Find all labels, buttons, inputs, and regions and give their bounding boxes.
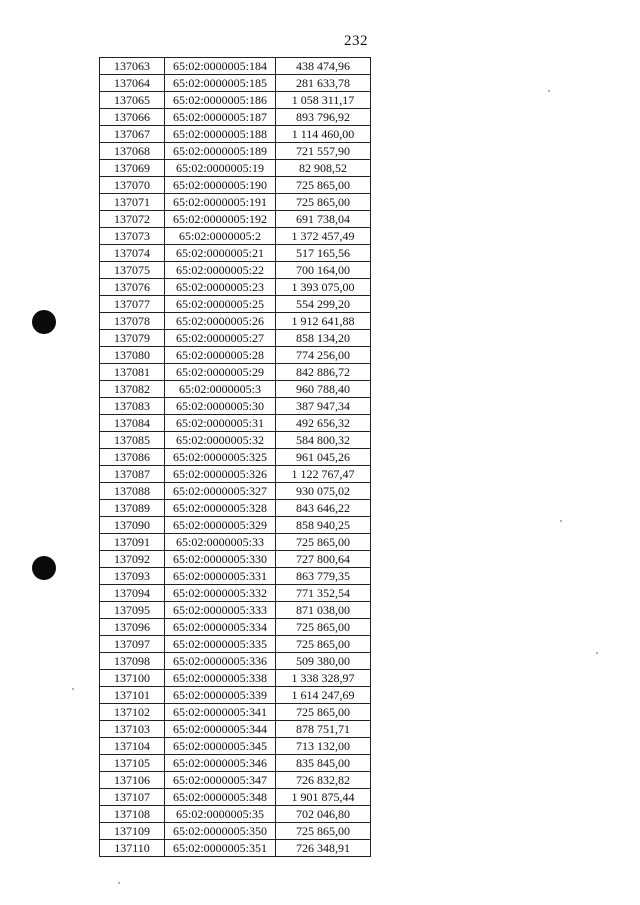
cadastral-value-cell: 1 372 457,49 bbox=[276, 228, 371, 245]
record-number-cell: 137100 bbox=[100, 670, 165, 687]
cadastral-value-cell: 1 114 460,00 bbox=[276, 126, 371, 143]
cadastral-value-cell: 584 800,32 bbox=[276, 432, 371, 449]
record-number-cell: 137109 bbox=[100, 823, 165, 840]
table-row bbox=[100, 211, 371, 228]
record-number-cell: 137103 bbox=[100, 721, 165, 738]
table-row bbox=[100, 126, 371, 143]
cadastral-value-cell: 721 557,90 bbox=[276, 143, 371, 160]
record-number-cell: 137108 bbox=[100, 806, 165, 823]
table-row bbox=[100, 92, 371, 109]
table-row bbox=[100, 738, 371, 755]
record-number-cell: 137084 bbox=[100, 415, 165, 432]
cadastral-number-cell: 65:02:0000005:351 bbox=[165, 840, 276, 857]
table-row bbox=[100, 330, 371, 347]
record-number-cell: 137078 bbox=[100, 313, 165, 330]
cadastral-value-cell: 725 865,00 bbox=[276, 534, 371, 551]
table-row bbox=[100, 568, 371, 585]
cadastral-value-cell: 725 865,00 bbox=[276, 619, 371, 636]
record-number-cell: 137102 bbox=[100, 704, 165, 721]
table-row bbox=[100, 704, 371, 721]
table-row bbox=[100, 636, 371, 653]
cadastral-number-cell: 65:02:0000005:19 bbox=[165, 160, 276, 177]
cadastral-value-cell: 387 947,34 bbox=[276, 398, 371, 415]
cadastral-number-cell: 65:02:0000005:338 bbox=[165, 670, 276, 687]
cadastral-number-cell: 65:02:0000005:3 bbox=[165, 381, 276, 398]
cadastral-number-cell: 65:02:0000005:347 bbox=[165, 772, 276, 789]
cadastral-number-cell: 65:02:0000005:25 bbox=[165, 296, 276, 313]
cadastral-number-cell: 65:02:0000005:344 bbox=[165, 721, 276, 738]
record-number-cell: 137074 bbox=[100, 245, 165, 262]
cadastral-number-cell: 65:02:0000005:327 bbox=[165, 483, 276, 500]
record-number-cell: 137082 bbox=[100, 381, 165, 398]
cadastral-value-cell: 961 045,26 bbox=[276, 449, 371, 466]
cadastral-number-cell: 65:02:0000005:339 bbox=[165, 687, 276, 704]
table-row bbox=[100, 619, 371, 636]
cadastral-value-cell: 691 738,04 bbox=[276, 211, 371, 228]
table-row bbox=[100, 585, 371, 602]
registry-table-body bbox=[100, 58, 371, 857]
record-number-cell: 137107 bbox=[100, 789, 165, 806]
table-row bbox=[100, 160, 371, 177]
page-number: 232 bbox=[344, 33, 368, 49]
table-row bbox=[100, 517, 371, 534]
record-number-cell: 137092 bbox=[100, 551, 165, 568]
cadastral-value-cell: 774 256,00 bbox=[276, 347, 371, 364]
record-number-cell: 137096 bbox=[100, 619, 165, 636]
table-row bbox=[100, 194, 371, 211]
cadastral-number-cell: 65:02:0000005:192 bbox=[165, 211, 276, 228]
cadastral-value-cell: 1 912 641,88 bbox=[276, 313, 371, 330]
record-number-cell: 137088 bbox=[100, 483, 165, 500]
cadastral-number-cell: 65:02:0000005:335 bbox=[165, 636, 276, 653]
cadastral-value-cell: 281 633,78 bbox=[276, 75, 371, 92]
table-row bbox=[100, 347, 371, 364]
record-number-cell: 137083 bbox=[100, 398, 165, 415]
table-row bbox=[100, 58, 371, 75]
cadastral-number-cell: 65:02:0000005:31 bbox=[165, 415, 276, 432]
cadastral-number-cell: 65:02:0000005:332 bbox=[165, 585, 276, 602]
cadastral-number-cell: 65:02:0000005:2 bbox=[165, 228, 276, 245]
cadastral-number-cell: 65:02:0000005:341 bbox=[165, 704, 276, 721]
cadastral-number-cell: 65:02:0000005:35 bbox=[165, 806, 276, 823]
record-number-cell: 137065 bbox=[100, 92, 165, 109]
table-row bbox=[100, 483, 371, 500]
cadastral-value-cell: 725 865,00 bbox=[276, 177, 371, 194]
cadastral-number-cell: 65:02:0000005:32 bbox=[165, 432, 276, 449]
cadastral-value-cell: 492 656,32 bbox=[276, 415, 371, 432]
record-number-cell: 137064 bbox=[100, 75, 165, 92]
cadastral-number-cell: 65:02:0000005:325 bbox=[165, 449, 276, 466]
cadastral-number-cell: 65:02:0000005:334 bbox=[165, 619, 276, 636]
scan-speck bbox=[596, 652, 598, 654]
cadastral-number-cell: 65:02:0000005:184 bbox=[165, 58, 276, 75]
cadastral-number-cell: 65:02:0000005:27 bbox=[165, 330, 276, 347]
table-row bbox=[100, 789, 371, 806]
record-number-cell: 137110 bbox=[100, 840, 165, 857]
record-number-cell: 137080 bbox=[100, 347, 165, 364]
cadastral-number-cell: 65:02:0000005:333 bbox=[165, 602, 276, 619]
cadastral-number-cell: 65:02:0000005:326 bbox=[165, 466, 276, 483]
table-row bbox=[100, 245, 371, 262]
table-row bbox=[100, 109, 371, 126]
table-row bbox=[100, 823, 371, 840]
cadastral-value-cell: 554 299,20 bbox=[276, 296, 371, 313]
scan-speck bbox=[560, 520, 562, 522]
table-row bbox=[100, 755, 371, 772]
table-row bbox=[100, 551, 371, 568]
record-number-cell: 137067 bbox=[100, 126, 165, 143]
cadastral-number-cell: 65:02:0000005:29 bbox=[165, 364, 276, 381]
record-number-cell: 137097 bbox=[100, 636, 165, 653]
registry-table bbox=[99, 57, 371, 857]
record-number-cell: 137072 bbox=[100, 211, 165, 228]
cadastral-number-cell: 65:02:0000005:191 bbox=[165, 194, 276, 211]
table-row bbox=[100, 449, 371, 466]
scan-speck bbox=[118, 882, 120, 884]
cadastral-number-cell: 65:02:0000005:26 bbox=[165, 313, 276, 330]
cadastral-number-cell: 65:02:0000005:331 bbox=[165, 568, 276, 585]
record-number-cell: 137073 bbox=[100, 228, 165, 245]
punch-hole-bottom bbox=[32, 556, 56, 580]
table-row bbox=[100, 296, 371, 313]
cadastral-number-cell: 65:02:0000005:350 bbox=[165, 823, 276, 840]
record-number-cell: 137075 bbox=[100, 262, 165, 279]
record-number-cell: 137063 bbox=[100, 58, 165, 75]
cadastral-value-cell: 842 886,72 bbox=[276, 364, 371, 381]
record-number-cell: 137085 bbox=[100, 432, 165, 449]
table-row bbox=[100, 381, 371, 398]
table-row bbox=[100, 534, 371, 551]
record-number-cell: 137089 bbox=[100, 500, 165, 517]
record-number-cell: 137069 bbox=[100, 160, 165, 177]
cadastral-value-cell: 858 940,25 bbox=[276, 517, 371, 534]
cadastral-number-cell: 65:02:0000005:23 bbox=[165, 279, 276, 296]
cadastral-value-cell: 893 796,92 bbox=[276, 109, 371, 126]
table-row bbox=[100, 398, 371, 415]
scan-speck bbox=[548, 90, 550, 92]
table-row bbox=[100, 840, 371, 857]
cadastral-value-cell: 713 132,00 bbox=[276, 738, 371, 755]
cadastral-value-cell: 930 075,02 bbox=[276, 483, 371, 500]
record-number-cell: 137105 bbox=[100, 755, 165, 772]
cadastral-number-cell: 65:02:0000005:186 bbox=[165, 92, 276, 109]
record-number-cell: 137071 bbox=[100, 194, 165, 211]
cadastral-value-cell: 700 164,00 bbox=[276, 262, 371, 279]
record-number-cell: 137068 bbox=[100, 143, 165, 160]
table-row bbox=[100, 75, 371, 92]
record-number-cell: 137104 bbox=[100, 738, 165, 755]
record-number-cell: 137076 bbox=[100, 279, 165, 296]
cadastral-value-cell: 863 779,35 bbox=[276, 568, 371, 585]
cadastral-number-cell: 65:02:0000005:348 bbox=[165, 789, 276, 806]
scan-speck bbox=[72, 688, 74, 690]
cadastral-value-cell: 517 165,56 bbox=[276, 245, 371, 262]
table-row bbox=[100, 772, 371, 789]
cadastral-value-cell: 726 348,91 bbox=[276, 840, 371, 857]
cadastral-value-cell: 725 865,00 bbox=[276, 636, 371, 653]
cadastral-value-cell: 1 614 247,69 bbox=[276, 687, 371, 704]
cadastral-number-cell: 65:02:0000005:189 bbox=[165, 143, 276, 160]
table-row bbox=[100, 262, 371, 279]
record-number-cell: 137079 bbox=[100, 330, 165, 347]
record-number-cell: 137081 bbox=[100, 364, 165, 381]
cadastral-value-cell: 1 338 328,97 bbox=[276, 670, 371, 687]
punch-hole-top bbox=[32, 310, 56, 334]
cadastral-value-cell: 725 865,00 bbox=[276, 704, 371, 721]
cadastral-number-cell: 65:02:0000005:329 bbox=[165, 517, 276, 534]
record-number-cell: 137086 bbox=[100, 449, 165, 466]
cadastral-number-cell: 65:02:0000005:328 bbox=[165, 500, 276, 517]
cadastral-value-cell: 1 901 875,44 bbox=[276, 789, 371, 806]
record-number-cell: 137106 bbox=[100, 772, 165, 789]
table-row bbox=[100, 653, 371, 670]
cadastral-number-cell: 65:02:0000005:21 bbox=[165, 245, 276, 262]
table-row bbox=[100, 313, 371, 330]
record-number-cell: 137101 bbox=[100, 687, 165, 704]
record-number-cell: 137093 bbox=[100, 568, 165, 585]
cadastral-value-cell: 960 788,40 bbox=[276, 381, 371, 398]
record-number-cell: 137070 bbox=[100, 177, 165, 194]
cadastral-value-cell: 771 352,54 bbox=[276, 585, 371, 602]
table-row bbox=[100, 687, 371, 704]
cadastral-value-cell: 878 751,71 bbox=[276, 721, 371, 738]
cadastral-number-cell: 65:02:0000005:330 bbox=[165, 551, 276, 568]
table-row bbox=[100, 364, 371, 381]
cadastral-value-cell: 843 646,22 bbox=[276, 500, 371, 517]
cadastral-value-cell: 835 845,00 bbox=[276, 755, 371, 772]
table-row bbox=[100, 279, 371, 296]
cadastral-value-cell: 1 058 311,17 bbox=[276, 92, 371, 109]
cadastral-number-cell: 65:02:0000005:345 bbox=[165, 738, 276, 755]
cadastral-value-cell: 509 380,00 bbox=[276, 653, 371, 670]
table-row bbox=[100, 143, 371, 160]
record-number-cell: 137091 bbox=[100, 534, 165, 551]
record-number-cell: 137087 bbox=[100, 466, 165, 483]
table-row bbox=[100, 500, 371, 517]
cadastral-value-cell: 727 800,64 bbox=[276, 551, 371, 568]
table-row bbox=[100, 466, 371, 483]
cadastral-number-cell: 65:02:0000005:28 bbox=[165, 347, 276, 364]
cadastral-value-cell: 1 122 767,47 bbox=[276, 466, 371, 483]
record-number-cell: 137094 bbox=[100, 585, 165, 602]
cadastral-number-cell: 65:02:0000005:336 bbox=[165, 653, 276, 670]
cadastral-value-cell: 438 474,96 bbox=[276, 58, 371, 75]
cadastral-number-cell: 65:02:0000005:187 bbox=[165, 109, 276, 126]
cadastral-number-cell: 65:02:0000005:185 bbox=[165, 75, 276, 92]
cadastral-number-cell: 65:02:0000005:346 bbox=[165, 755, 276, 772]
cadastral-number-cell: 65:02:0000005:33 bbox=[165, 534, 276, 551]
cadastral-value-cell: 726 832,82 bbox=[276, 772, 371, 789]
record-number-cell: 137077 bbox=[100, 296, 165, 313]
cadastral-value-cell: 1 393 075,00 bbox=[276, 279, 371, 296]
cadastral-value-cell: 858 134,20 bbox=[276, 330, 371, 347]
table-row bbox=[100, 177, 371, 194]
table-row bbox=[100, 415, 371, 432]
table-row bbox=[100, 228, 371, 245]
cadastral-number-cell: 65:02:0000005:188 bbox=[165, 126, 276, 143]
record-number-cell: 137095 bbox=[100, 602, 165, 619]
cadastral-number-cell: 65:02:0000005:30 bbox=[165, 398, 276, 415]
cadastral-number-cell: 65:02:0000005:22 bbox=[165, 262, 276, 279]
record-number-cell: 137090 bbox=[100, 517, 165, 534]
cadastral-value-cell: 725 865,00 bbox=[276, 823, 371, 840]
cadastral-value-cell: 871 038,00 bbox=[276, 602, 371, 619]
record-number-cell: 137066 bbox=[100, 109, 165, 126]
table-row bbox=[100, 602, 371, 619]
cadastral-number-cell: 65:02:0000005:190 bbox=[165, 177, 276, 194]
table-row bbox=[100, 721, 371, 738]
cadastral-value-cell: 702 046,80 bbox=[276, 806, 371, 823]
cadastral-value-cell: 725 865,00 bbox=[276, 194, 371, 211]
cadastral-value-cell: 82 908,52 bbox=[276, 160, 371, 177]
table-row bbox=[100, 806, 371, 823]
table-row bbox=[100, 432, 371, 449]
table-row bbox=[100, 670, 371, 687]
record-number-cell: 137098 bbox=[100, 653, 165, 670]
